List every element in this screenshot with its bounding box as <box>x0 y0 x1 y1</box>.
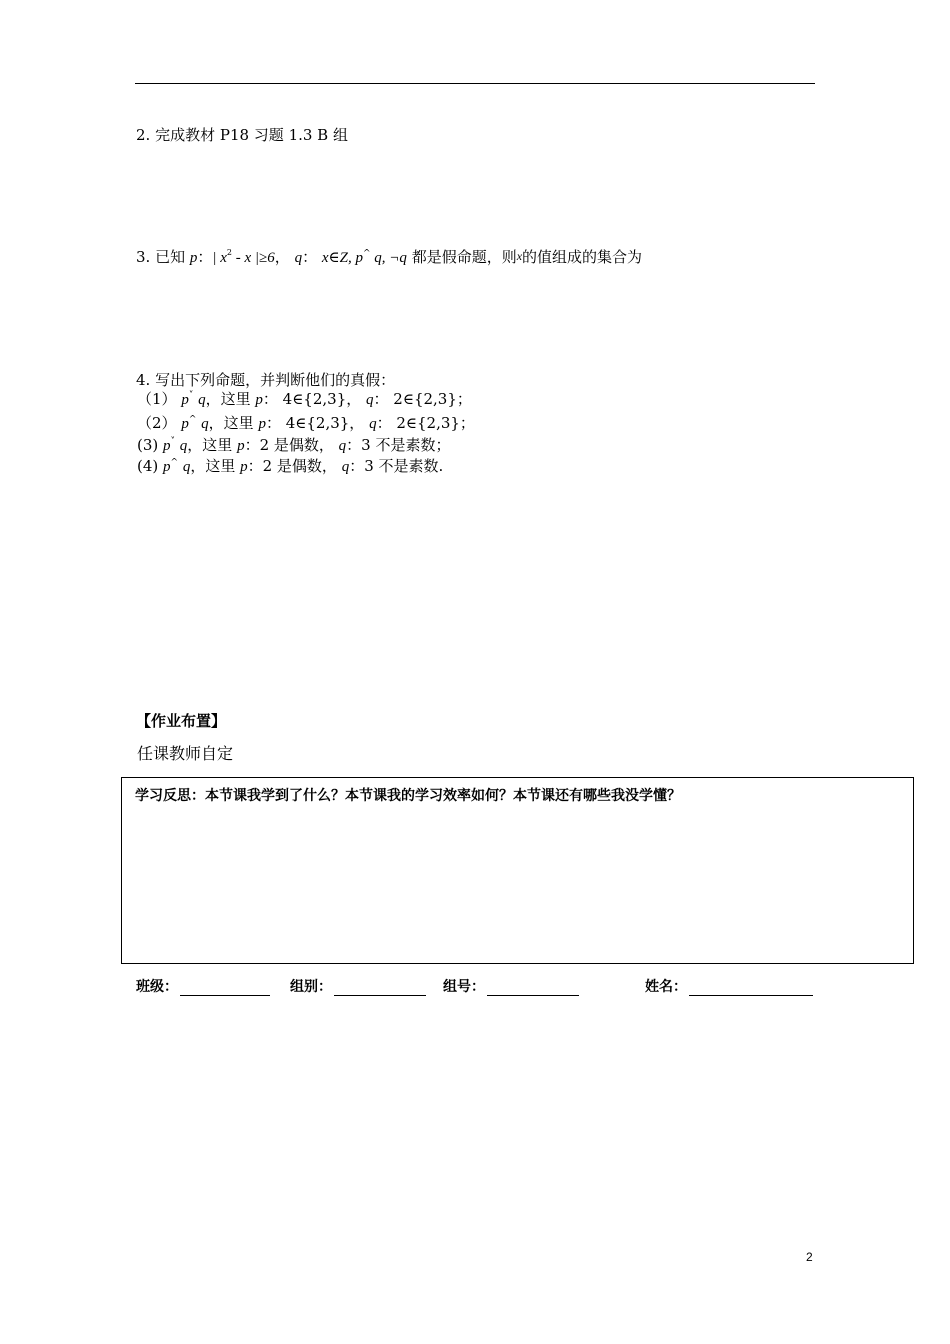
q4-item-2-p: p <box>181 416 189 432</box>
q4-item-1-c2: ： 2∈{2,3}； <box>373 390 472 408</box>
group-no-label: 组号： <box>443 979 485 995</box>
q4-item-3-body: ，这里 <box>187 436 238 454</box>
q3-comma1: ， <box>274 248 290 266</box>
header-rule <box>135 83 815 84</box>
q4-item-1-c1: ： 4∈{2,3}， <box>262 390 367 408</box>
q4-item-3-op: ˅ <box>170 437 176 447</box>
reflection-prompt: 学习反思：本节课我学到了什么？本节课我的学习效率如何？本节课还有哪些我没学懂？ <box>135 788 681 804</box>
q3-cond: x∈Z, p <box>321 250 363 266</box>
group-field[interactable] <box>290 976 426 996</box>
class-field[interactable] <box>136 976 270 996</box>
q4-item-4-q: q <box>182 459 191 475</box>
q4-item-2-body: ，这里 <box>208 414 259 432</box>
q4-item-1-num: （1） <box>137 390 177 408</box>
q3-tail: 都是假命题，则 <box>411 248 517 266</box>
q3-end: 的值组成的集合为 <box>522 248 643 266</box>
q4-item-4 <box>137 455 443 476</box>
q4-item-3 <box>137 434 450 455</box>
q4-item-3-p2: p <box>237 438 245 454</box>
q4-item-2-op: ^ <box>188 415 197 425</box>
q4-item-2-q2: q <box>369 416 377 432</box>
group-no-blank[interactable] <box>487 981 579 996</box>
name-blank[interactable] <box>689 981 813 996</box>
q3-abs-rest: - x |≥6 <box>232 250 275 266</box>
q3-colon1: ： <box>197 248 213 266</box>
page-number: 2 <box>806 1250 813 1264</box>
homework-content: 任课教师自定 <box>137 744 234 763</box>
reflection-box[interactable] <box>121 777 914 964</box>
q4-item-4-num: (4) <box>137 457 164 475</box>
class-label: 班级： <box>136 979 178 995</box>
q4-item-1-p: p <box>181 392 189 408</box>
group-no-field[interactable] <box>443 976 579 996</box>
q4-item-4-p2: p <box>240 459 248 475</box>
question-2: 2. 完成教材 P18 习题 1.3 B 组 <box>136 126 348 144</box>
q4-item-2-p2: p <box>258 416 266 432</box>
homework-title: 【作业布置】 <box>136 712 227 730</box>
q3-square: 2 <box>226 248 233 257</box>
question-3 <box>136 246 642 267</box>
q4-item-1-op: ˅ <box>188 391 194 401</box>
q4-item-3-p: p <box>163 438 171 454</box>
q4-item-1 <box>137 388 472 409</box>
q4-item-2-c1: ： 4∈{2,3}， <box>265 414 370 432</box>
q4-item-1-p2: p <box>255 392 263 408</box>
q4-item-4-op: ^ <box>170 458 179 468</box>
q4-item-3-c2: ：3 不是素数； <box>346 436 451 454</box>
question-4-intro: 4. 写出下列命题，并判断他们的真假： <box>136 371 396 389</box>
q4-item-3-c1: ：2 是偶数， <box>244 436 339 454</box>
q3-abs-open: | x <box>212 250 227 266</box>
q4-item-4-c2: ：3 不是素数. <box>349 457 444 475</box>
class-blank[interactable] <box>180 981 270 996</box>
q4-item-4-p: p <box>163 459 171 475</box>
name-label: 姓名： <box>645 979 687 995</box>
q4-item-2-num: （2） <box>137 414 177 432</box>
q4-item-2-c2: ： 2∈{2,3}； <box>376 414 475 432</box>
q4-item-1-body: ，这里 <box>205 390 256 408</box>
q4-item-3-num: (3) <box>137 436 164 454</box>
q4-item-3-q2: q <box>338 438 347 454</box>
q4-item-4-q2: q <box>341 459 350 475</box>
q3-num: 3. 已知 <box>136 248 186 266</box>
name-field[interactable] <box>645 976 813 996</box>
group-blank[interactable] <box>334 981 426 996</box>
q4-item-3-q: q <box>179 438 188 454</box>
q4-item-4-c1: ：2 是偶数， <box>247 457 342 475</box>
q3-rest-math: q, ¬q <box>370 250 407 266</box>
q4-item-2-q: q <box>201 416 209 432</box>
q4-item-2 <box>137 412 475 433</box>
group-label: 组别： <box>290 979 332 995</box>
q4-item-1-q2: q <box>366 392 374 408</box>
q3-q: q <box>294 250 303 266</box>
q4-item-4-body: ，这里 <box>190 457 241 475</box>
q3-p: p <box>189 250 198 266</box>
q3-x: x <box>516 249 523 263</box>
q3-and: ^ <box>362 249 371 259</box>
q3-colon2: ： <box>302 248 318 266</box>
q4-item-1-q: q <box>198 392 206 408</box>
